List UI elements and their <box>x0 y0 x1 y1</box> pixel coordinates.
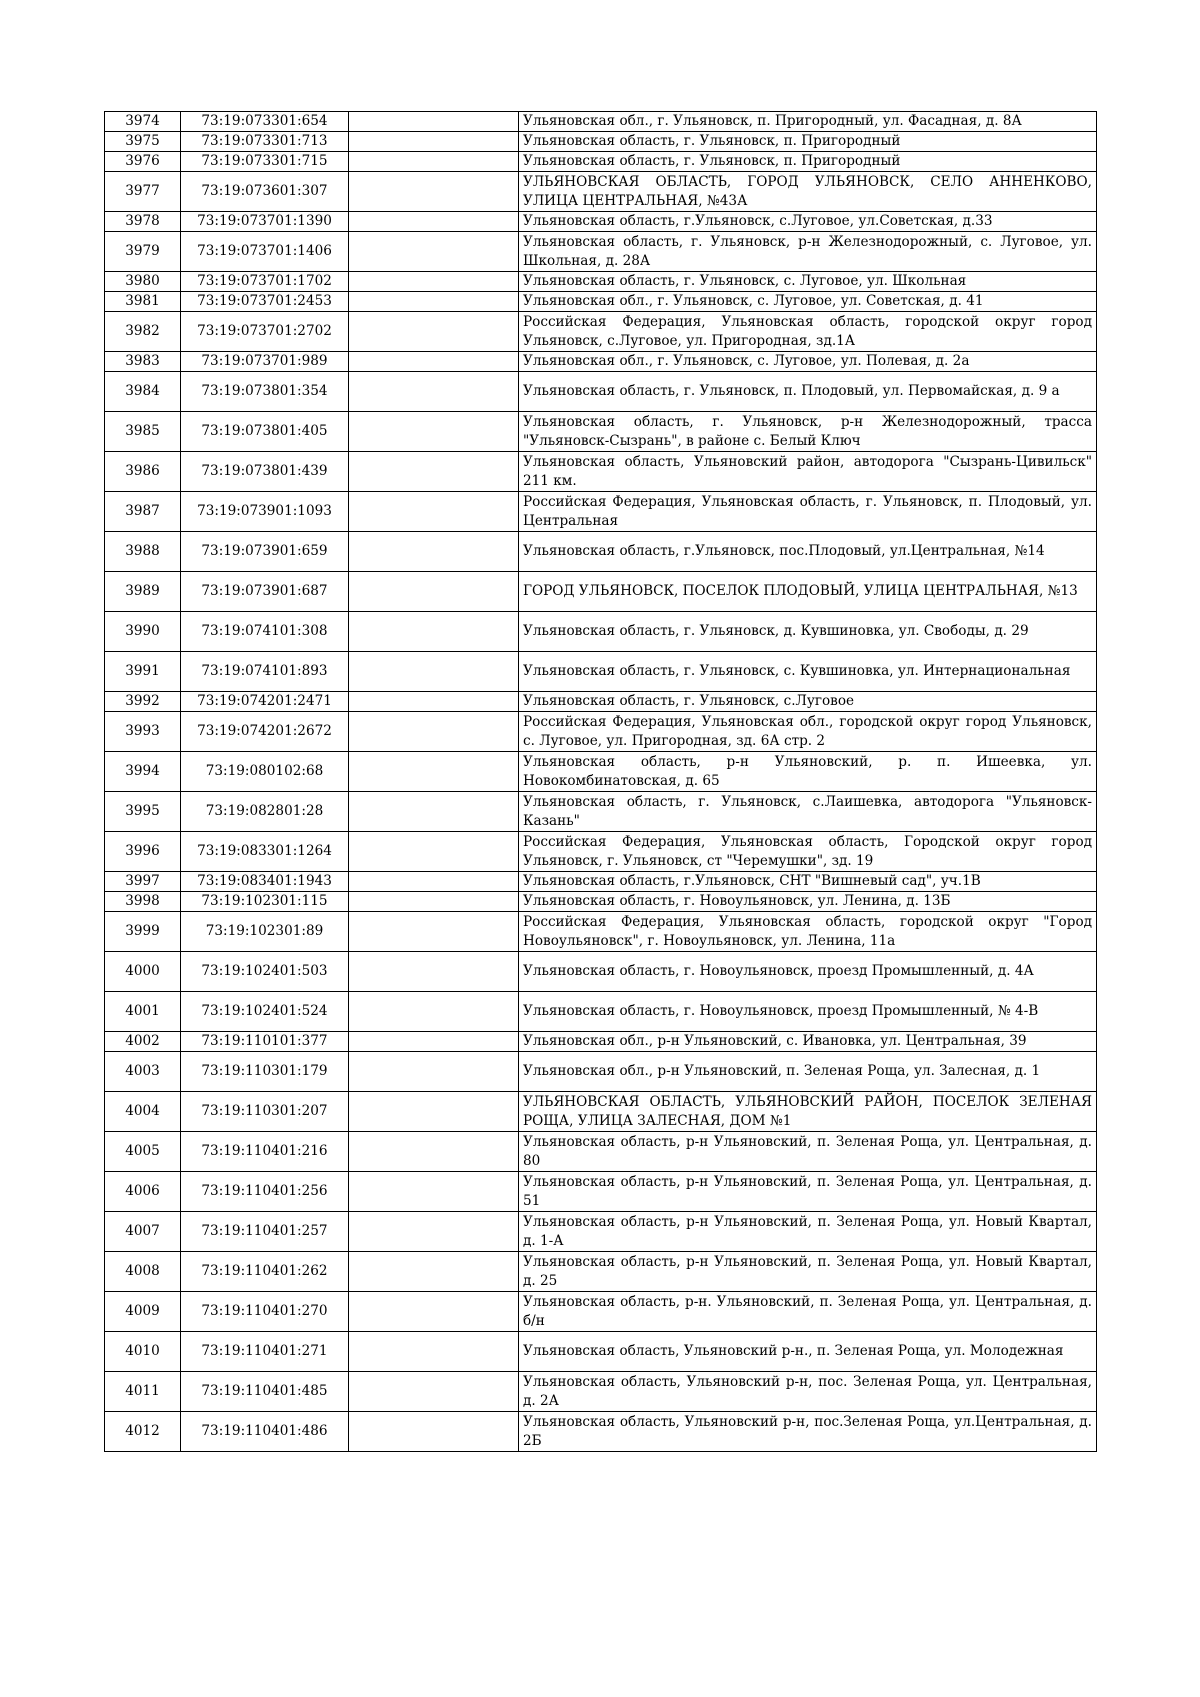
table-row <box>105 412 1097 452</box>
row-number: 3989 <box>105 572 181 612</box>
address-cell: Ульяновская область, г. Ульяновск, д. Кувшиновка, ул. Свободы, д. 29 <box>519 612 1097 652</box>
row-number: 3983 <box>105 352 181 372</box>
row-number: 3980 <box>105 272 181 292</box>
empty-cell <box>349 752 519 792</box>
address-cell: Ульяновская область, г. Новоульяновск, проезд Промышленный, № 4-В <box>519 992 1097 1032</box>
row-number: 3998 <box>105 892 181 912</box>
cadastral-number: 73:19:073901:1093 <box>181 492 349 532</box>
address-cell: Ульяновская обл., р-н Ульяновский, с. Ивановка, ул. Центральная, 39 <box>519 1032 1097 1052</box>
row-number: 3988 <box>105 532 181 572</box>
row-number: 3992 <box>105 692 181 712</box>
cadastral-number: 73:19:102301:89 <box>181 912 349 952</box>
cadastral-number: 73:19:083301:1264 <box>181 832 349 872</box>
row-number: 3981 <box>105 292 181 312</box>
empty-cell <box>349 952 519 992</box>
empty-cell <box>349 712 519 752</box>
cadastral-number: 73:19:073701:2453 <box>181 292 349 312</box>
row-number: 4006 <box>105 1172 181 1212</box>
empty-cell <box>349 1052 519 1092</box>
row-number: 4007 <box>105 1212 181 1252</box>
cadastral-number: 73:19:073801:354 <box>181 372 349 412</box>
cadastral-number: 73:19:073701:1406 <box>181 232 349 272</box>
empty-cell <box>349 1172 519 1212</box>
cadastral-number: 73:19:073701:2702 <box>181 312 349 352</box>
empty-cell <box>349 492 519 532</box>
table-row <box>105 912 1097 952</box>
cadastral-number: 73:19:110401:262 <box>181 1252 349 1292</box>
address-cell: Ульяновская обл., г. Ульяновск, с. Луговое, ул. Советская, д. 41 <box>519 292 1097 312</box>
row-number: 4004 <box>105 1092 181 1132</box>
table-row <box>105 952 1097 992</box>
address-cell: Ульяновская область, р-н Ульяновский, п. Зеленая Роща, ул. Центральная, д. 80 <box>519 1132 1097 1172</box>
empty-cell <box>349 612 519 652</box>
cadastral-number: 73:19:073801:439 <box>181 452 349 492</box>
row-number: 4005 <box>105 1132 181 1172</box>
table-row <box>105 832 1097 872</box>
table-row <box>105 352 1097 372</box>
empty-cell <box>349 312 519 352</box>
table-row <box>105 232 1097 272</box>
row-number: 3975 <box>105 132 181 152</box>
table-row <box>105 1132 1097 1172</box>
table-row <box>105 532 1097 572</box>
row-number: 4002 <box>105 1032 181 1052</box>
address-cell: Ульяновская область, г.Ульяновск, СНТ "Вишневый сад", уч.1В <box>519 872 1097 892</box>
row-number: 3987 <box>105 492 181 532</box>
row-number: 4003 <box>105 1052 181 1092</box>
cadastral-number: 73:19:110301:179 <box>181 1052 349 1092</box>
address-cell: Ульяновская область, г. Ульяновск, п. Пригородный <box>519 152 1097 172</box>
cadastral-number: 73:19:073901:687 <box>181 572 349 612</box>
table-row <box>105 572 1097 612</box>
address-cell: Ульяновская область, Ульяновский район, автодорога "Сызрань-Цивильск" 211 км. <box>519 452 1097 492</box>
cadastral-number: 73:19:110401:270 <box>181 1292 349 1332</box>
row-number: 3997 <box>105 872 181 892</box>
address-cell: Ульяновская обл., г. Ульяновск, п. Пригородный, ул. Фасадная, д. 8А <box>519 112 1097 132</box>
table-row <box>105 752 1097 792</box>
registry-table <box>104 111 1097 1452</box>
empty-cell <box>349 452 519 492</box>
row-number: 3986 <box>105 452 181 492</box>
empty-cell <box>349 1292 519 1332</box>
cadastral-number: 73:19:073601:307 <box>181 172 349 212</box>
address-cell: Ульяновская обл., г. Ульяновск, с. Луговое, ул. Полевая, д. 2а <box>519 352 1097 372</box>
address-cell: Ульяновская область, Ульяновский р-н, пос.Зеленая Роща, ул.Центральная, д. 2Б <box>519 1412 1097 1452</box>
address-cell: УЛЬЯНОВСКАЯ ОБЛАСТЬ, ГОРОД УЛЬЯНОВСК, СЕЛО АННЕНКОВО, УЛИЦА ЦЕНТРАЛЬНАЯ, №43А <box>519 172 1097 212</box>
cadastral-number: 73:19:074101:893 <box>181 652 349 692</box>
empty-cell <box>349 792 519 832</box>
row-number: 3990 <box>105 612 181 652</box>
address-cell: Ульяновская область, р-н Ульяновский, р. п. Ишеевка, ул. Новокомбинатовская, д. 65 <box>519 752 1097 792</box>
empty-cell <box>349 1412 519 1452</box>
table-row <box>105 792 1097 832</box>
empty-cell <box>349 412 519 452</box>
row-number: 3982 <box>105 312 181 352</box>
table-row <box>105 492 1097 532</box>
address-cell: Ульяновская область, р-н. Ульяновский, п. Зеленая Роща, ул. Центральная, д. б/н <box>519 1292 1097 1332</box>
cadastral-number: 73:19:102301:115 <box>181 892 349 912</box>
table-row <box>105 272 1097 292</box>
address-cell: Российская Федерация, Ульяновская область, Городской округ город Ульяновск, г. Ульяновск, ст "Черемушки", зд. 19 <box>519 832 1097 872</box>
table-row <box>105 452 1097 492</box>
cadastral-number: 73:19:073301:654 <box>181 112 349 132</box>
empty-cell <box>349 272 519 292</box>
table-row <box>105 712 1097 752</box>
table-row <box>105 292 1097 312</box>
empty-cell <box>349 372 519 412</box>
cadastral-number: 73:19:073701:1702 <box>181 272 349 292</box>
empty-cell <box>349 532 519 572</box>
address-cell: Ульяновская область, г. Ульяновск, с.Луговое <box>519 692 1097 712</box>
table-row <box>105 1212 1097 1252</box>
table-row <box>105 1252 1097 1292</box>
table-row <box>105 992 1097 1032</box>
address-cell: Ульяновская область, г.Ульяновск, с.Луговое, ул.Советская, д.33 <box>519 212 1097 232</box>
empty-cell <box>349 692 519 712</box>
cadastral-number: 73:19:074201:2672 <box>181 712 349 752</box>
empty-cell <box>349 152 519 172</box>
cadastral-number: 73:19:110401:256 <box>181 1172 349 1212</box>
address-cell: Ульяновская область, р-н Ульяновский, п. Зеленая Роща, ул. Центральная, д. 51 <box>519 1172 1097 1212</box>
empty-cell <box>349 1092 519 1132</box>
row-number: 3999 <box>105 912 181 952</box>
row-number: 3995 <box>105 792 181 832</box>
address-cell: Ульяновская обл., р-н Ульяновский, п. Зеленая Роща, ул. Залесная, д. 1 <box>519 1052 1097 1092</box>
address-cell: Ульяновская область, г. Ульяновск, р-н Железнодорожный, трасса "Ульяновск-Сызрань", в районе с. Белый Ключ <box>519 412 1097 452</box>
address-cell: Ульяновская область, Ульяновский р-н., п. Зеленая Роща, ул. Молодежная <box>519 1332 1097 1372</box>
row-number: 3974 <box>105 112 181 132</box>
table-row <box>105 892 1097 912</box>
row-number: 4008 <box>105 1252 181 1292</box>
row-number: 3979 <box>105 232 181 272</box>
empty-cell <box>349 132 519 152</box>
row-number: 3994 <box>105 752 181 792</box>
empty-cell <box>349 1212 519 1252</box>
cadastral-number: 73:19:110401:486 <box>181 1412 349 1452</box>
registry-table-body <box>105 112 1097 1452</box>
empty-cell <box>349 172 519 212</box>
empty-cell <box>349 872 519 892</box>
row-number: 3985 <box>105 412 181 452</box>
cadastral-number: 73:19:110401:257 <box>181 1212 349 1252</box>
cadastral-number: 73:19:073301:713 <box>181 132 349 152</box>
row-number: 3993 <box>105 712 181 752</box>
cadastral-number: 73:19:083401:1943 <box>181 872 349 892</box>
empty-cell <box>349 652 519 692</box>
cadastral-number: 73:19:102401:524 <box>181 992 349 1032</box>
table-row <box>105 1372 1097 1412</box>
cadastral-number: 73:19:110401:271 <box>181 1332 349 1372</box>
empty-cell <box>349 912 519 952</box>
empty-cell <box>349 352 519 372</box>
table-row <box>105 1052 1097 1092</box>
row-number: 3991 <box>105 652 181 692</box>
table-row <box>105 612 1097 652</box>
address-cell: Ульяновская область, г. Ульяновск, п. Плодовый, ул. Первомайская, д. 9 а <box>519 372 1097 412</box>
address-cell: Ульяновская область, г.Ульяновск, пос.Плодовый, ул.Центральная, №14 <box>519 532 1097 572</box>
empty-cell <box>349 1032 519 1052</box>
address-cell: Ульяновская область, г. Ульяновск, с. Кувшиновка, ул. Интернациональная <box>519 652 1097 692</box>
cadastral-number: 73:19:082801:28 <box>181 792 349 832</box>
address-cell: Ульяновская область, г. Ульяновск, с.Лаишевка, автодорога "Ульяновск-Казань" <box>519 792 1097 832</box>
address-cell: Ульяновская область, г. Ульяновск, с. Луговое, ул. Школьная <box>519 272 1097 292</box>
cadastral-number: 73:19:073701:989 <box>181 352 349 372</box>
empty-cell <box>349 992 519 1032</box>
table-row <box>105 1292 1097 1332</box>
empty-cell <box>349 292 519 312</box>
table-row <box>105 112 1097 132</box>
table-row <box>105 1172 1097 1212</box>
table-row <box>105 1332 1097 1372</box>
row-number: 3996 <box>105 832 181 872</box>
cadastral-number: 73:19:074101:308 <box>181 612 349 652</box>
address-cell: Ульяновская область, г. Новоульяновск, ул. Ленина, д. 13Б <box>519 892 1097 912</box>
cadastral-number: 73:19:110301:207 <box>181 1092 349 1132</box>
row-number: 4009 <box>105 1292 181 1332</box>
row-number: 4012 <box>105 1412 181 1452</box>
cadastral-number: 73:19:110401:485 <box>181 1372 349 1412</box>
row-number: 4000 <box>105 952 181 992</box>
table-row <box>105 312 1097 352</box>
empty-cell <box>349 212 519 232</box>
table-row <box>105 152 1097 172</box>
cadastral-number: 73:19:074201:2471 <box>181 692 349 712</box>
address-cell: Ульяновская область, г. Новоульяновск, проезд Промышленный, д. 4А <box>519 952 1097 992</box>
empty-cell <box>349 1132 519 1172</box>
address-cell: УЛЬЯНОВСКАЯ ОБЛАСТЬ, УЛЬЯНОВСКИЙ РАЙОН, ПОСЕЛОК ЗЕЛЕНАЯ РОЩА, УЛИЦА ЗАЛЕСНАЯ, ДОМ №1 <box>519 1092 1097 1132</box>
table-row <box>105 172 1097 212</box>
cadastral-number: 73:19:073901:659 <box>181 532 349 572</box>
address-cell: Российская Федерация, Ульяновская область, городской округ "Город Новоульяновск", г. Новоульяновск, ул. Ленина, 11а <box>519 912 1097 952</box>
cadastral-number: 73:19:080102:68 <box>181 752 349 792</box>
address-cell: Ульяновская область, г. Ульяновск, р-н Железнодорожный, с. Луговое, ул. Школьная, д. 28А <box>519 232 1097 272</box>
cadastral-number: 73:19:073801:405 <box>181 412 349 452</box>
table-row <box>105 132 1097 152</box>
empty-cell <box>349 572 519 612</box>
empty-cell <box>349 232 519 272</box>
table-row <box>105 652 1097 692</box>
row-number: 4011 <box>105 1372 181 1412</box>
address-cell: ГОРОД УЛЬЯНОВСК, ПОСЕЛОК ПЛОДОВЫЙ, УЛИЦА ЦЕНТРАЛЬНАЯ, №13 <box>519 572 1097 612</box>
row-number: 3977 <box>105 172 181 212</box>
row-number: 3976 <box>105 152 181 172</box>
row-number: 4001 <box>105 992 181 1032</box>
address-cell: Российская Федерация, Ульяновская область, городской округ город Ульяновск, с.Луговое, ул. Пригородная, зд.1А <box>519 312 1097 352</box>
address-cell: Российская Федерация, Ульяновская обл., городской округ город Ульяновск, с. Луговое, ул. Пригородная, зд. 6А стр. 2 <box>519 712 1097 752</box>
table-row <box>105 872 1097 892</box>
empty-cell <box>349 1372 519 1412</box>
address-cell: Ульяновская область, р-н Ульяновский, п. Зеленая Роща, ул. Новый Квартал, д. 1-А <box>519 1212 1097 1252</box>
cadastral-number: 73:19:110401:216 <box>181 1132 349 1172</box>
row-number: 4010 <box>105 1332 181 1372</box>
table-row <box>105 212 1097 232</box>
address-cell: Российская Федерация, Ульяновская область, г. Ульяновск, п. Плодовый, ул. Центральная <box>519 492 1097 532</box>
row-number: 3984 <box>105 372 181 412</box>
cadastral-number: 73:19:073701:1390 <box>181 212 349 232</box>
table-row <box>105 1092 1097 1132</box>
row-number: 3978 <box>105 212 181 232</box>
empty-cell <box>349 112 519 132</box>
address-cell: Ульяновская область, Ульяновский р-н, пос. Зеленая Роща, ул. Центральная, д. 2А <box>519 1372 1097 1412</box>
empty-cell <box>349 1252 519 1292</box>
table-row <box>105 1412 1097 1452</box>
address-cell: Ульяновская область, р-н Ульяновский, п. Зеленая Роща, ул. Новый Квартал, д. 25 <box>519 1252 1097 1292</box>
cadastral-number: 73:19:102401:503 <box>181 952 349 992</box>
cadastral-number: 73:19:073301:715 <box>181 152 349 172</box>
table-row <box>105 1032 1097 1052</box>
empty-cell <box>349 892 519 912</box>
table-row <box>105 692 1097 712</box>
cadastral-number: 73:19:110101:377 <box>181 1032 349 1052</box>
empty-cell <box>349 832 519 872</box>
table-row <box>105 372 1097 412</box>
empty-cell <box>349 1332 519 1372</box>
address-cell: Ульяновская область, г. Ульяновск, п. Пригородный <box>519 132 1097 152</box>
